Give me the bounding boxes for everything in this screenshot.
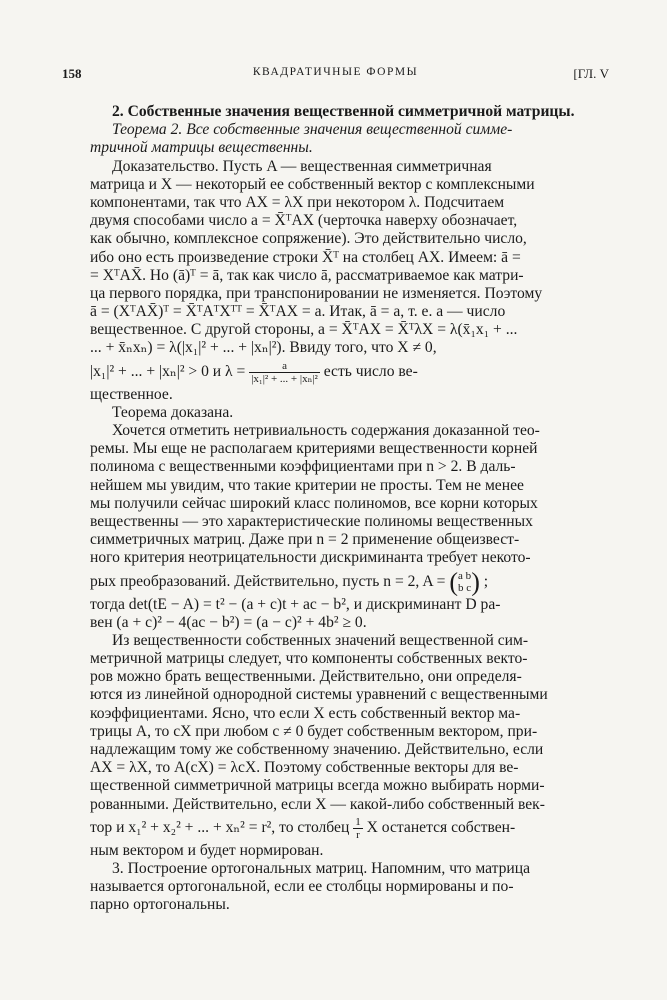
text-line: щественной симметричной матрицы всегда можно выбирать норми- [90,777,545,795]
text-fragment: 3. Построение ортогональных матриц. Напомним, что матрица [112,859,531,877]
chapter-label: [ГЛ. V [573,66,609,81]
text-line: ров можно брать вещественными. Действительно, они определя- [90,668,522,686]
text-line: надлежащим тому же собственному значению. Действительно, если [90,741,544,758]
theorem-line: Теорема 2. Все собственные значения вещественной симме- [112,121,513,139]
text-fragment: рых преобразований. Действительно, пусть n = 2, A = [90,572,446,590]
text-line: двумя способами число a = X̄ᵀAX (черточка наверху обозначает, [90,212,518,230]
text-line-with-fraction [90,358,612,386]
text-line: симметричных матриц. Даже при n = 2 применение общеизвест- [90,531,520,549]
running-title: КВАДРАТИЧНЫЕ ФОРМЫ [252,66,419,78]
text-line: матрица и X — некоторый ее собственный вектор с комплексными [90,175,535,193]
lambda-fraction [249,360,320,385]
text-line: нейшем мы увидим, что такие критерии не просты. Тем не менее [90,476,524,494]
text-line: Из вещественности собственных значений вещественной сим- [112,631,529,649]
matrix-row: a b [458,569,472,582]
text-line: = XᵀAX̄. Но (ā)ᵀ = ā, так как число ā, рассматриваемое как матри- [90,266,524,284]
right-paren: ) [471,567,480,596]
text-line: Доказательство. Пусть A — вещественная симметричная [112,157,492,175]
fraction-numerator: a [249,360,320,373]
text-line: ца первого порядка, при транспонировании не изменяется. Поэтому [90,284,543,302]
text-line: ным вектором и будет нормирован. [90,841,324,859]
text-fragment: тор и x₁² + x₂² + ... + xₙ² = r², то столбец [90,818,350,836]
text-line: вещественное. С другой стороны, a = X̄ᵀAX = X̄ᵀλX = λ(x̄₁x₁ + ... [90,321,518,339]
fraction-denominator: |x₁|² + ... + |xₙ|² [251,372,318,385]
text-line: ного критерия неотрицательности дискриминанта требует некото- [90,549,531,567]
theorem-line: тричной матрицы вещественны. [90,139,313,157]
text-line: Теорема доказана. [112,403,234,421]
text-line: трицы A, то cX при любом c ≠ 0 будет собственным вектором, при- [90,722,538,740]
fraction-denominator: r [356,828,360,841]
text-line: AX = λX, то A(cX) = λcX. Поэтому собственные векторы для ве- [90,759,519,777]
text-line: щественное. [90,385,173,403]
one-over-r-fraction [353,816,363,841]
text-line: называется ортогональной, если ее столбцы нормированы и по- [90,878,514,896]
text-line: коэффициентами. Ясно, что если X есть собственный вектор ма- [90,704,521,722]
text-line: ются из линейной однородной системы уравнений с вещественными [90,686,548,704]
text-line: тогда det(tE − A) = t² − (a + c)t + ac − b², и дискриминант D ра- [90,595,501,613]
text-line: мы получили сейчас широкий класс полиномов, все корни которых [90,494,538,512]
text-line: ... + x̄ₙxₙ) = λ(|x₁|² + ... + |xₙ|²). Ввиду того, что X ≠ 0, [90,339,437,357]
text-line: ибо оно есть произведение строки X̄ᵀ на столбец AX. Имеем: ā = [90,248,521,266]
text-line-with-matrix [90,568,612,596]
matrix-2x2 [458,570,471,594]
text-fragment: X останется собствен- [366,818,516,836]
text-line: вещественны — это характеристические полиномы вещественных [90,512,533,530]
text-line: ā = (XᵀAX̄)ᵀ = X̄ᵀAᵀXᵀᵀ = X̄ᵀAX = a. Итак, ā = a, т. е. a — число [90,303,506,321]
text-line: метричной матрицы следует, что компоненты собственных векто- [90,650,528,668]
text-line: Хочется отметить нетривиальность содержания доказанной тео- [112,422,540,439]
text-fragment: |x₁|² + ... + |xₙ|² > 0 и λ = [90,362,246,380]
text-fragment: есть число ве- [323,362,418,380]
running-header [62,66,609,84]
page-body [90,103,612,915]
matrix-row: b c [458,581,472,594]
text-line-with-fraction [90,814,612,842]
left-paren: ( [449,567,459,596]
text-line: компонентами, так что AX = λX при некотором λ. Подсчитаем [90,193,505,211]
fraction-numerator: 1 [355,815,361,828]
text-line: рованными. Действительно, если X — какой-либо собственный век- [90,795,545,813]
page-number: 158 [62,66,82,81]
text-line: как обычно, комплексное сопряжение). Это действительно число, [90,230,527,248]
text-line: полинома с вещественными коэффициентами при n > 2. В даль- [90,458,516,476]
text-line: вен (a + c)² − 4(ac − b²) = (a − c)² + 4b² ≥ 0. [90,613,367,631]
section-heading: 2. Собственные значения вещественной симметричной матрицы. [112,103,575,120]
text-line: ремы. Мы еще не располагаем критериями вещественности корней [90,440,538,458]
text-fragment: ; [483,572,489,590]
text-line: парно ортогональны. [90,896,230,914]
section-heading [90,860,612,878]
